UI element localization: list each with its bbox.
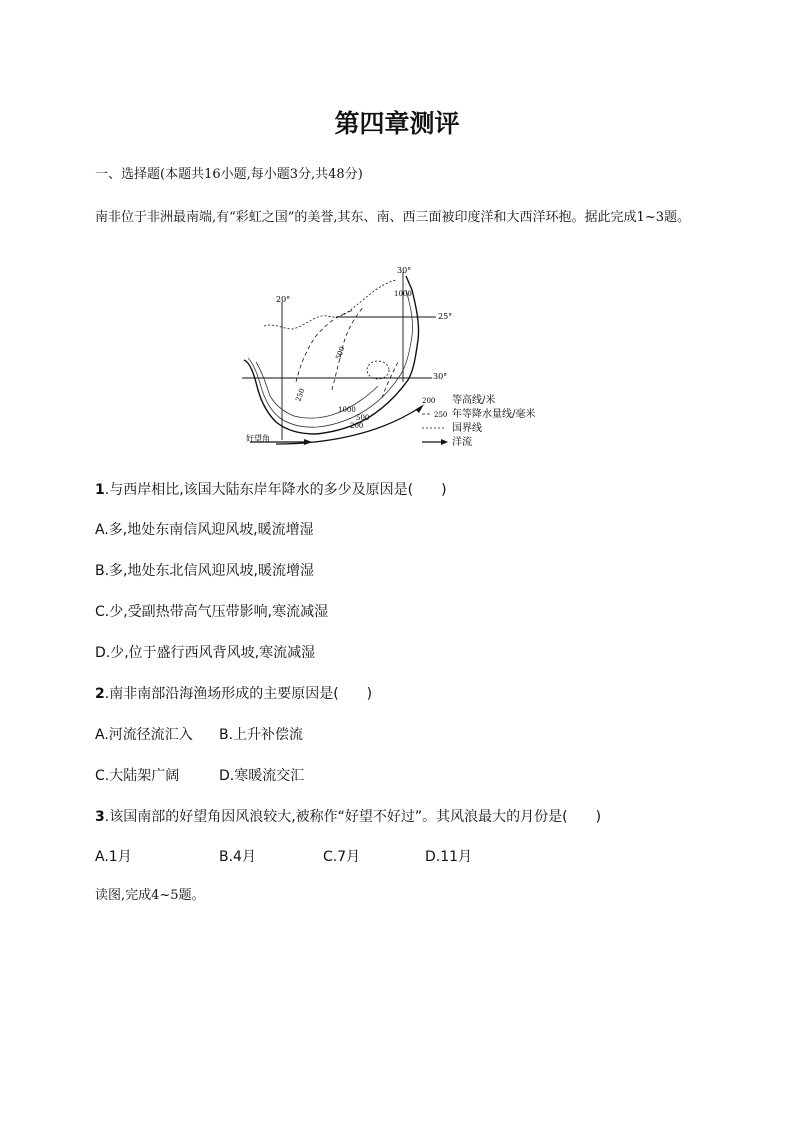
label-30s: 30° bbox=[433, 372, 448, 381]
section-heading: 一、选择题(本题共16小题,每小题3分,共48分) bbox=[95, 167, 363, 182]
question-number: 3 bbox=[95, 809, 105, 825]
legend-sample-contour: 200 bbox=[422, 397, 436, 405]
read-instruction: 读图,完成4~5题。 bbox=[95, 888, 205, 903]
isohyet-1000 bbox=[382, 362, 398, 398]
lesotho-border bbox=[367, 361, 389, 379]
q3-option-b: B.4月 bbox=[219, 849, 256, 865]
legend-current-arrowhead bbox=[441, 439, 448, 445]
coastline bbox=[244, 276, 419, 434]
label-25s: 25° bbox=[438, 312, 453, 321]
question-3 bbox=[95, 806, 601, 826]
label-20e: 20° bbox=[276, 295, 291, 304]
contour-label-2: 500 bbox=[334, 345, 347, 361]
contour-label-6: 200 bbox=[350, 422, 364, 430]
q2-option-a: A.河流径流汇入 bbox=[95, 727, 193, 743]
q1-option-b: B.多,地处东北信风迎风坡,暖流增湿 bbox=[95, 563, 314, 579]
cape-label: 好望角 bbox=[246, 434, 270, 443]
q3-option-c: C.7月 bbox=[323, 849, 361, 865]
contour-200 bbox=[248, 290, 413, 427]
contour-label-1: 1000 bbox=[394, 290, 412, 298]
question-text: .该国南部的好望角因风浪较大,被称作“好望不好过”。其风浪最大的月份是( ) bbox=[104, 809, 602, 825]
isohyet-500 bbox=[332, 306, 364, 390]
south-africa-map bbox=[236, 262, 566, 458]
question-number: 2 bbox=[95, 686, 105, 702]
q1-option-a: A.多,地处东南信风迎风坡,暖流增湿 bbox=[95, 522, 314, 538]
cape-arrowhead bbox=[304, 439, 312, 445]
q1-option-c: C.少,受副热带高气压带影响,寒流减湿 bbox=[95, 604, 329, 620]
border-line bbox=[264, 280, 396, 329]
label-30e: 30° bbox=[397, 266, 412, 275]
question-text: .南非南部沿海渔场形成的主要原因是( ) bbox=[104, 686, 373, 702]
legend-isohyet-label: 年等降水量线/毫米 bbox=[452, 409, 536, 420]
legend-sample-isohyet: 250 bbox=[434, 411, 448, 419]
contour-label-5: 500 bbox=[356, 414, 370, 422]
q2-option-d: D.寒暖流交汇 bbox=[219, 768, 305, 784]
contour-label-3: 250 bbox=[294, 387, 307, 403]
contour-inner bbox=[256, 362, 378, 418]
legend-border-label: 国界线 bbox=[452, 423, 482, 434]
q3-option-d: D.11月 bbox=[425, 849, 473, 865]
question-text: .与西岸相比,该国大陆东岸年降水的多少及原因是( ) bbox=[104, 482, 447, 498]
question-number: 1 bbox=[95, 482, 105, 498]
intro-paragraph: 南非位于非洲最南端,有“彩虹之国”的美誉,其东、南、西三面被印度洋和大西洋环抱。据此完成1~3题。 bbox=[95, 210, 690, 225]
legend-contour-label: 等高线/米 bbox=[452, 395, 496, 406]
q1-option-d: D.少,位于盛行西风背风坡,寒流减湿 bbox=[95, 645, 316, 661]
legend-current-label: 洋流 bbox=[452, 437, 472, 448]
question-1 bbox=[95, 479, 447, 499]
contour-label-4: 1000 bbox=[338, 406, 356, 414]
q3-option-a: A.1月 bbox=[95, 849, 132, 865]
map-figure bbox=[236, 262, 566, 458]
isohyet-250 bbox=[296, 310, 354, 382]
q2-option-b: B.上升补偿流 bbox=[219, 727, 304, 743]
page-title: 第四章测评 bbox=[334, 109, 460, 138]
q2-option-c: C.大陆架广阔 bbox=[95, 768, 180, 784]
question-2 bbox=[95, 683, 372, 703]
